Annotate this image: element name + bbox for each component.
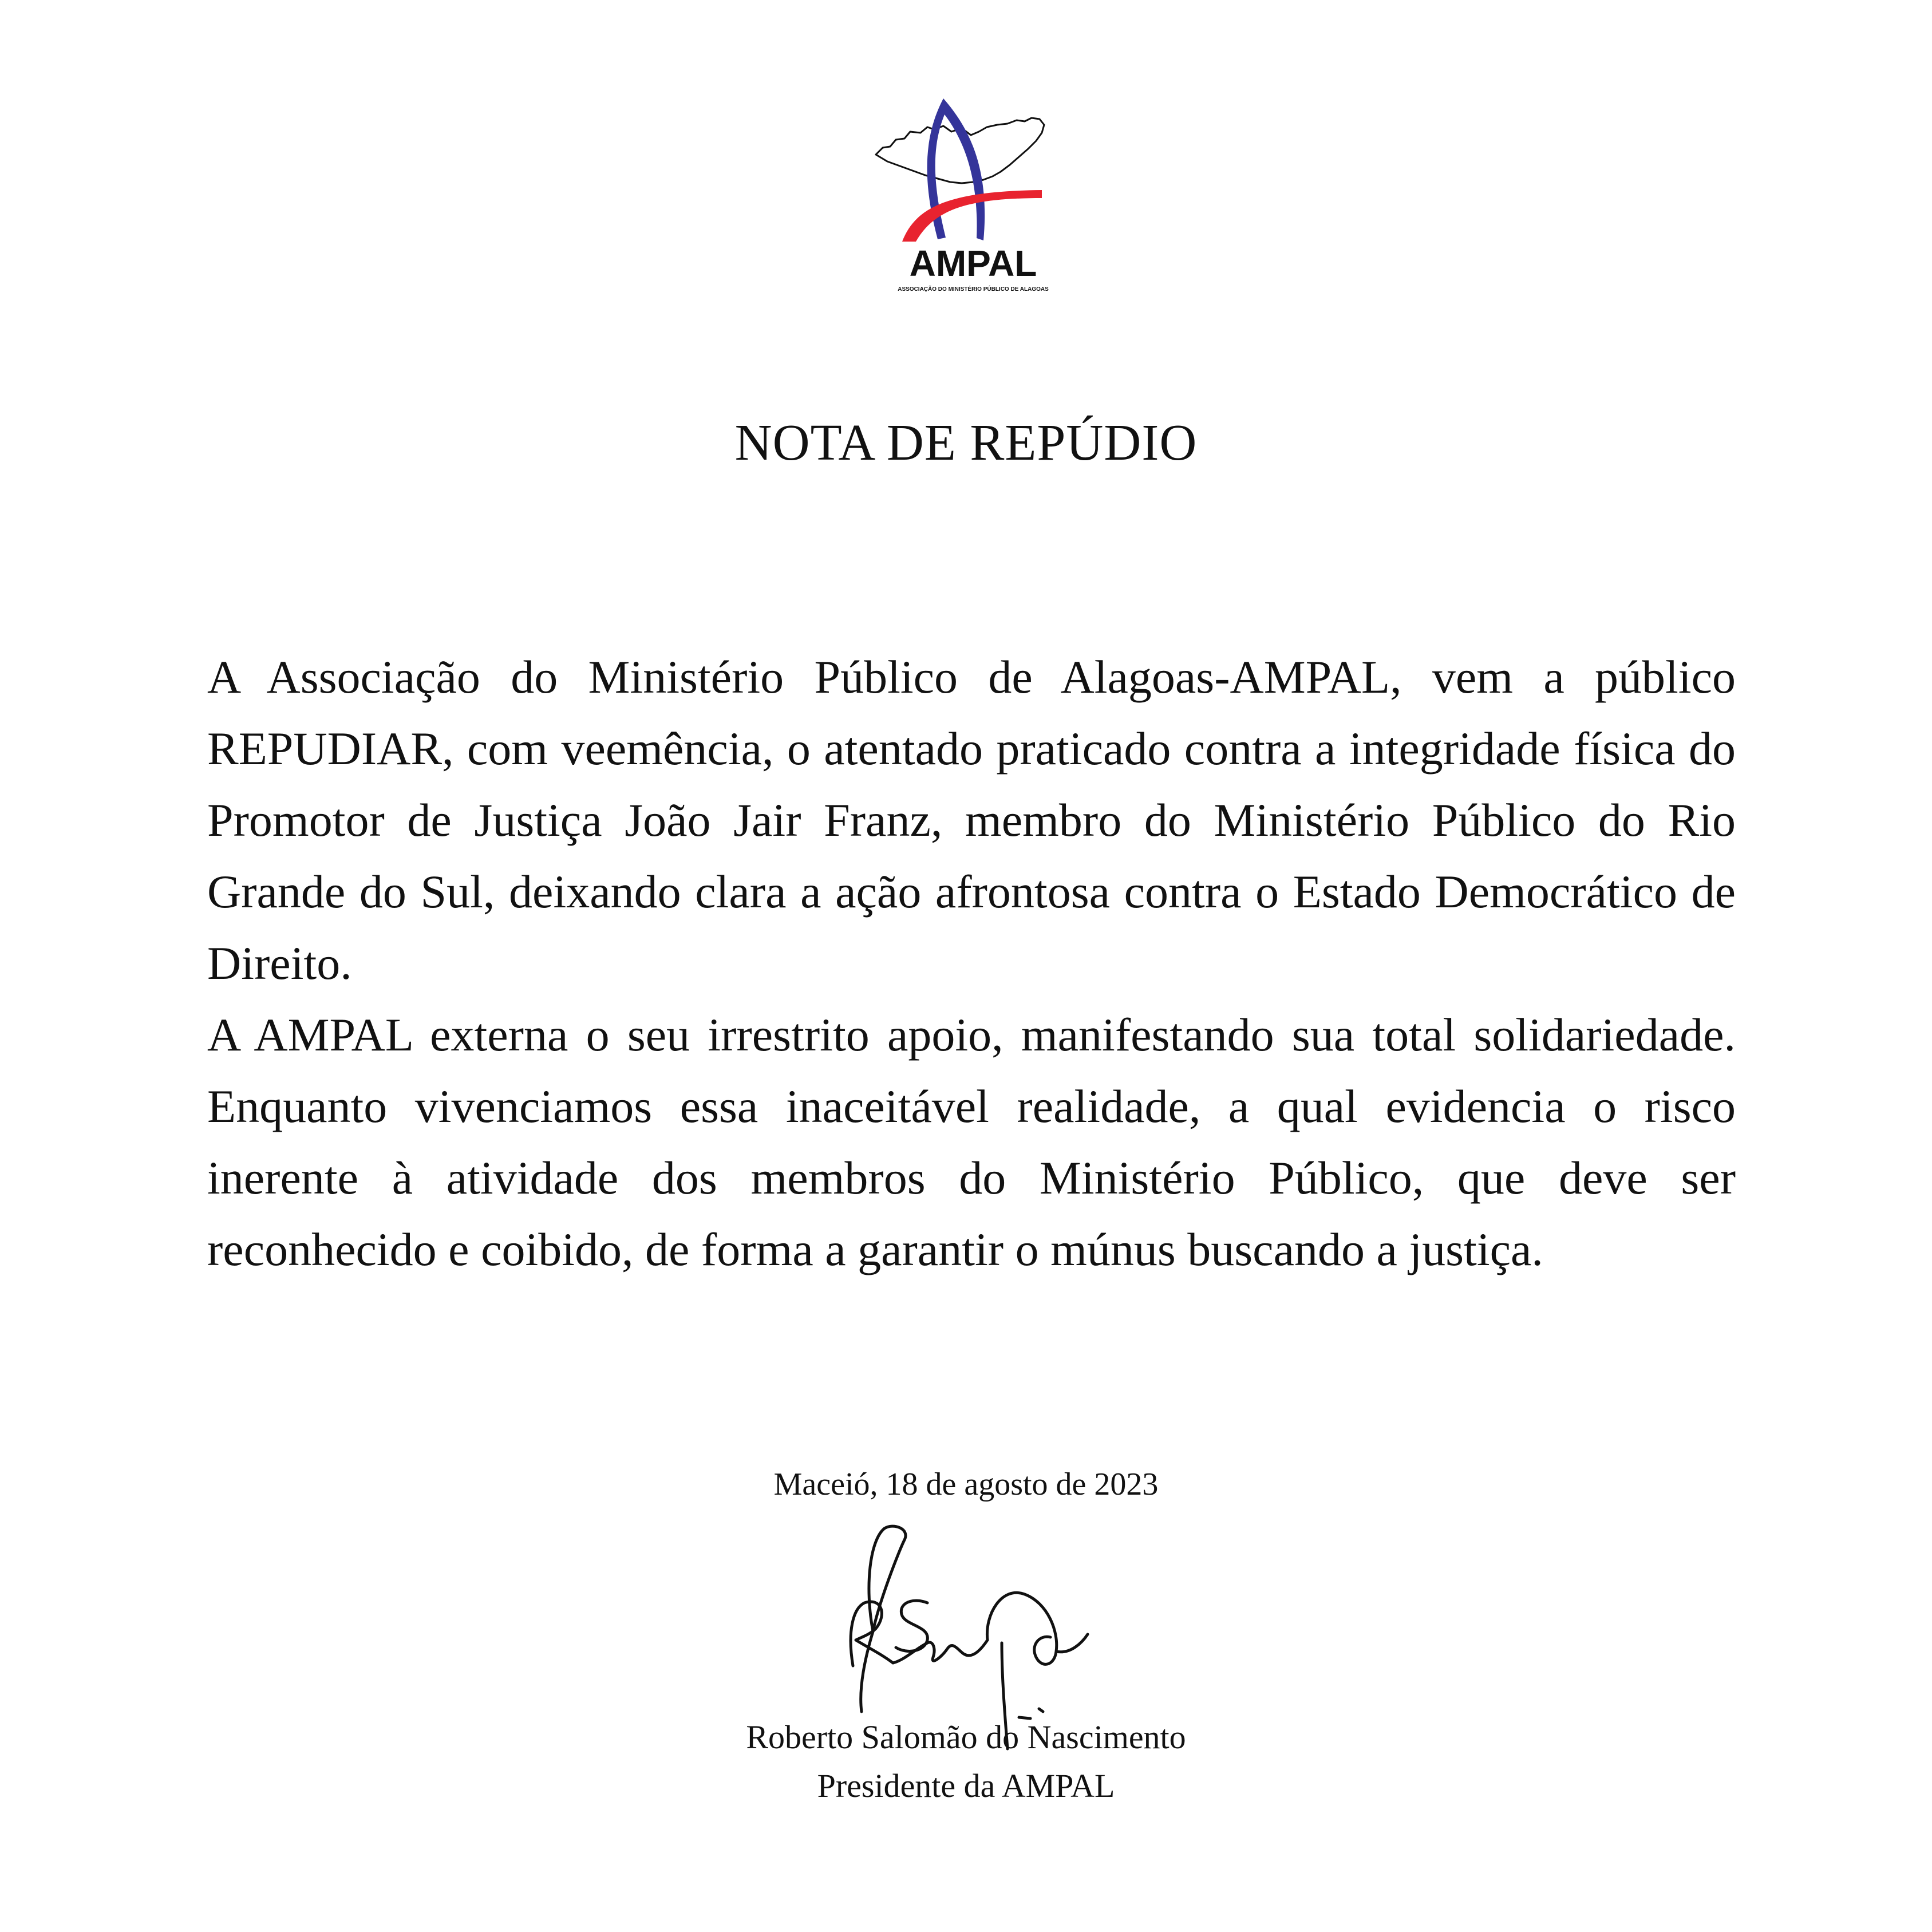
page-title: NOTA DE REPÚDIO <box>734 414 1198 471</box>
ampal-logo <box>870 92 1076 298</box>
blue-sail-shape <box>927 98 985 240</box>
logo-acronym: AMPAL <box>909 243 1037 284</box>
logo-subtitle: ASSOCIAÇÃO DO MINISTÉRIO PÚBLICO DE ALAGOAS <box>898 286 1049 293</box>
signer-name: Roberto Salomão do Nascimento <box>746 1718 1186 1756</box>
signer-role: Presidente da AMPAL <box>817 1767 1115 1804</box>
statement-paragraph-2: A AMPAL externa o seu irrestrito apoio, manifestando sua total solidariedade. Enquanto vivenciamos essa inaceitável realidade, a qual evidencia o risco inerente à atividade dos membros do Ministério Público, que deve ser reconhecido e coibido, de forma a garantir o múnus buscando a justiça. <box>207 1009 1736 1275</box>
statement-body <box>207 641 1736 1285</box>
statement-paragraph-1: A Associação do Ministério Público de Alagoas-AMPAL, vem a público REPUDIAR, com veemência, o atentado praticado contra a integridade física do Promotor de Justiça João Jair Franz, membro do Ministério Público do Rio Grande do Sul, deixando clara a ação afrontosa contra o Estado Democrático de Direito. <box>207 651 1736 989</box>
red-swoosh-shape <box>902 190 1042 242</box>
place-and-date: Maceió, 18 de agosto de 2023 <box>773 1467 1159 1502</box>
